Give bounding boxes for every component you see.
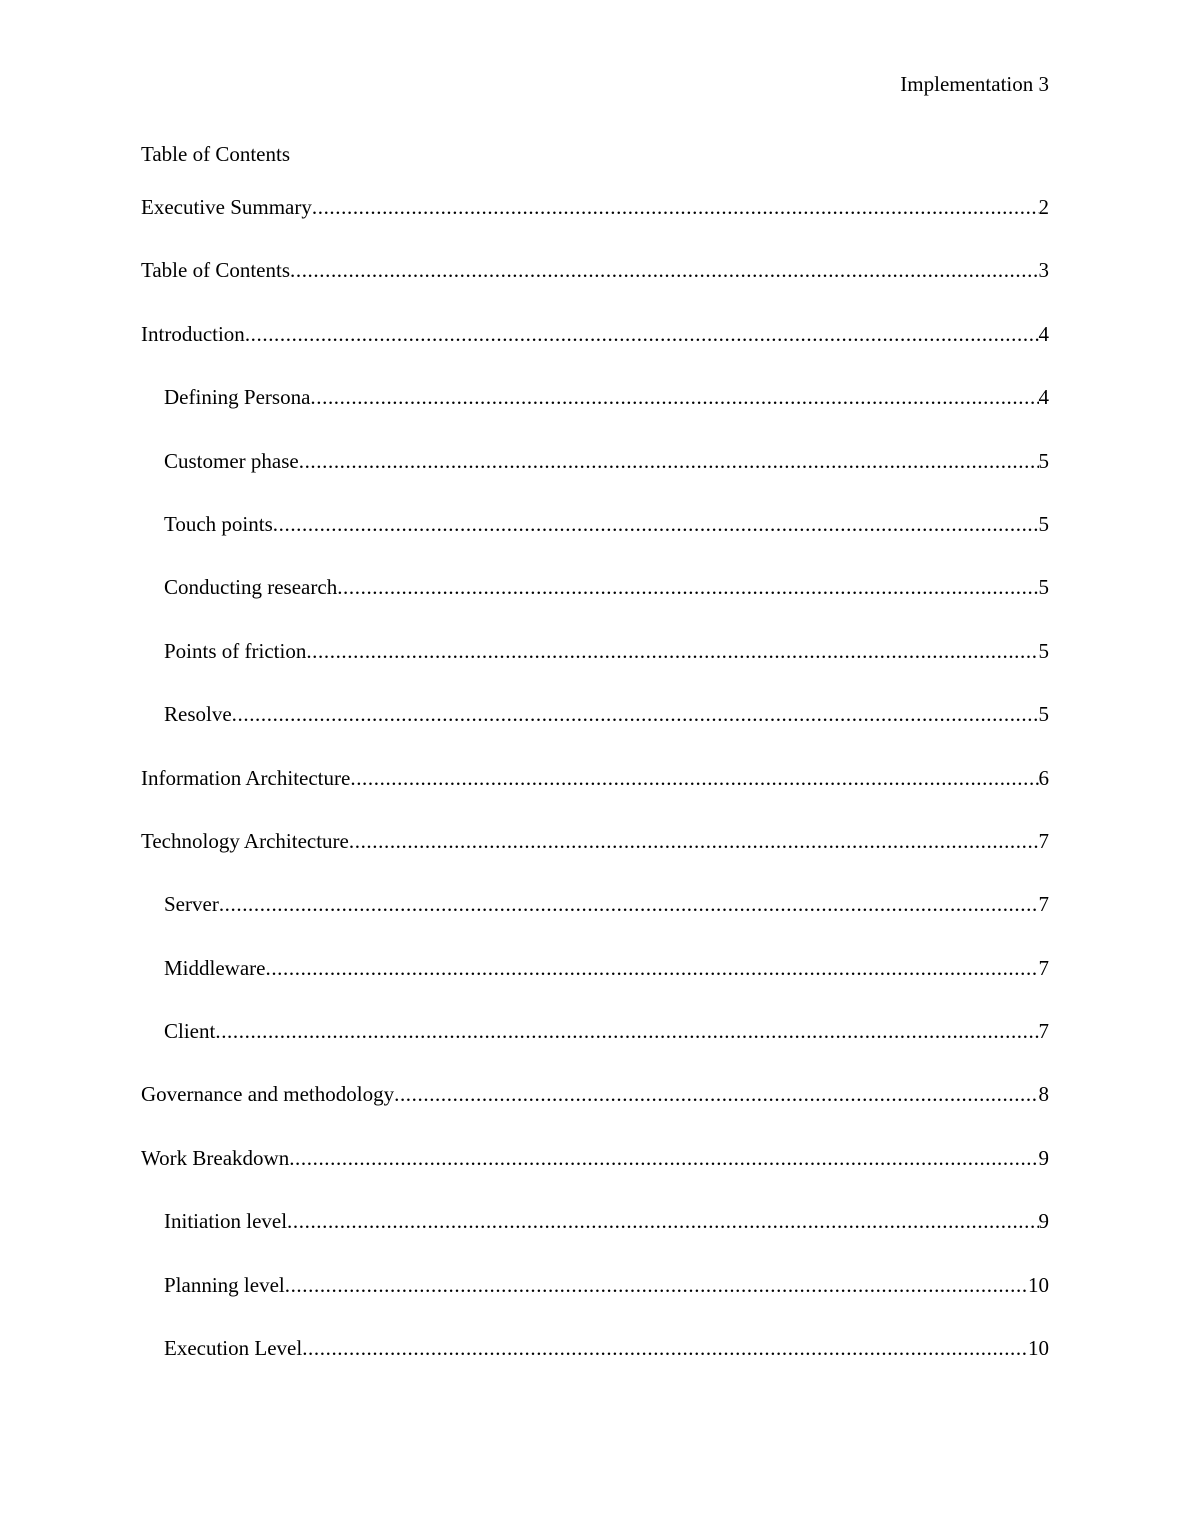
- toc-entry-label: Execution Level: [164, 1336, 303, 1361]
- toc-entry-label: Executive Summary: [141, 195, 312, 219]
- toc-entry-page-number: 9: [1038, 1145, 1049, 1170]
- toc-entry-label: Planning level: [164, 1272, 285, 1297]
- toc-dot-leader: [232, 700, 1039, 728]
- toc-entry[interactable]: [141, 954, 1049, 1017]
- toc-entry[interactable]: [141, 890, 1049, 953]
- toc-dot-leader: [273, 510, 1039, 538]
- toc-entry-page-number: 4: [1038, 321, 1049, 346]
- toc-entry[interactable]: [141, 700, 1049, 763]
- toc-dot-leader: [287, 1207, 1038, 1235]
- toc-entry-label: Information Architecture: [141, 765, 351, 790]
- toc-dot-leader: [302, 1334, 1028, 1362]
- toc-entry-label: Governance and methodology: [141, 1082, 395, 1107]
- toc-entry[interactable]: [141, 1080, 1049, 1143]
- toc-entry[interactable]: [141, 193, 1049, 256]
- toc-entry-label: Introduction: [141, 321, 245, 346]
- toc-entry-page-number: 5: [1038, 448, 1049, 473]
- toc-dot-leader: [219, 890, 1039, 918]
- toc-dot-leader: [215, 1017, 1038, 1045]
- toc-entry-label: Initiation level: [164, 1209, 288, 1234]
- toc-entry-label: Points of friction: [164, 638, 307, 663]
- toc-entry[interactable]: [141, 1017, 1049, 1080]
- toc-list: [141, 193, 1049, 1397]
- toc-entry-page-number: 9: [1038, 1209, 1049, 1234]
- toc-entry-label: Technology Architecture: [141, 828, 349, 853]
- toc-entry-label: Customer phase: [164, 448, 299, 473]
- toc-dot-leader: [285, 1271, 1028, 1299]
- toc-entry-label: Middleware: [164, 955, 266, 980]
- toc-entry[interactable]: [141, 827, 1049, 890]
- toc-entry[interactable]: [141, 1207, 1049, 1270]
- toc-entry[interactable]: [141, 573, 1049, 636]
- toc-dot-leader: [394, 1080, 1038, 1108]
- toc-entry-label: Defining Persona: [164, 385, 311, 410]
- toc-entry-page-number: 2: [1038, 195, 1049, 219]
- toc-entry[interactable]: [141, 510, 1049, 573]
- toc-entry-page-number: 5: [1038, 638, 1049, 663]
- toc-dot-leader: [245, 320, 1039, 348]
- toc-entry-page-number: 6: [1038, 765, 1049, 790]
- toc-entry-label: Table of Contents: [141, 258, 290, 283]
- toc-dot-leader: [337, 573, 1038, 601]
- toc-entry[interactable]: [141, 637, 1049, 700]
- toc-dot-leader: [299, 447, 1039, 475]
- toc-entry[interactable]: [141, 447, 1049, 510]
- toc-entry-page-number: 5: [1038, 511, 1049, 536]
- toc-dot-leader: [312, 193, 1039, 221]
- toc-entry-page-number: 8: [1038, 1082, 1049, 1107]
- toc-entry-label: Server: [164, 892, 219, 917]
- toc-entry-label: Conducting research: [164, 575, 338, 600]
- toc-entry-page-number: 5: [1038, 702, 1049, 727]
- toc-entry[interactable]: [141, 256, 1049, 319]
- toc-entry-page-number: 5: [1038, 575, 1049, 600]
- toc-entry-page-number: 10: [1028, 1336, 1049, 1361]
- toc-entry-page-number: 7: [1038, 828, 1049, 853]
- toc-entry[interactable]: [141, 320, 1049, 383]
- toc-entry[interactable]: [141, 764, 1049, 827]
- toc-entry-page-number: 3: [1038, 258, 1049, 283]
- toc-dot-leader: [349, 827, 1039, 855]
- toc-entry[interactable]: [141, 383, 1049, 446]
- toc-entry-page-number: 10: [1028, 1272, 1049, 1297]
- toc-dot-leader: [265, 954, 1038, 982]
- toc-entry-label: Client: [164, 1019, 216, 1044]
- toc-dot-leader: [350, 764, 1038, 792]
- toc-entry[interactable]: [141, 1271, 1049, 1334]
- toc-entry-label: Resolve: [164, 702, 232, 727]
- toc-entry[interactable]: [141, 1144, 1049, 1207]
- toc-entry-page-number: 7: [1038, 892, 1049, 917]
- toc-entry-page-number: 4: [1038, 385, 1049, 410]
- toc-heading: Table of Contents: [141, 142, 290, 166]
- toc-dot-leader: [310, 383, 1038, 411]
- toc-entry-page-number: 7: [1038, 1019, 1049, 1044]
- toc-entry-label: Touch points: [164, 511, 273, 536]
- toc-entry[interactable]: [141, 1334, 1049, 1397]
- toc-dot-leader: [290, 256, 1039, 284]
- toc-dot-leader: [289, 1144, 1038, 1172]
- running-head: Implementation 3: [900, 72, 1049, 96]
- toc-entry-label: Work Breakdown: [141, 1145, 290, 1170]
- toc-dot-leader: [306, 637, 1038, 665]
- toc-entry-page-number: 7: [1038, 955, 1049, 980]
